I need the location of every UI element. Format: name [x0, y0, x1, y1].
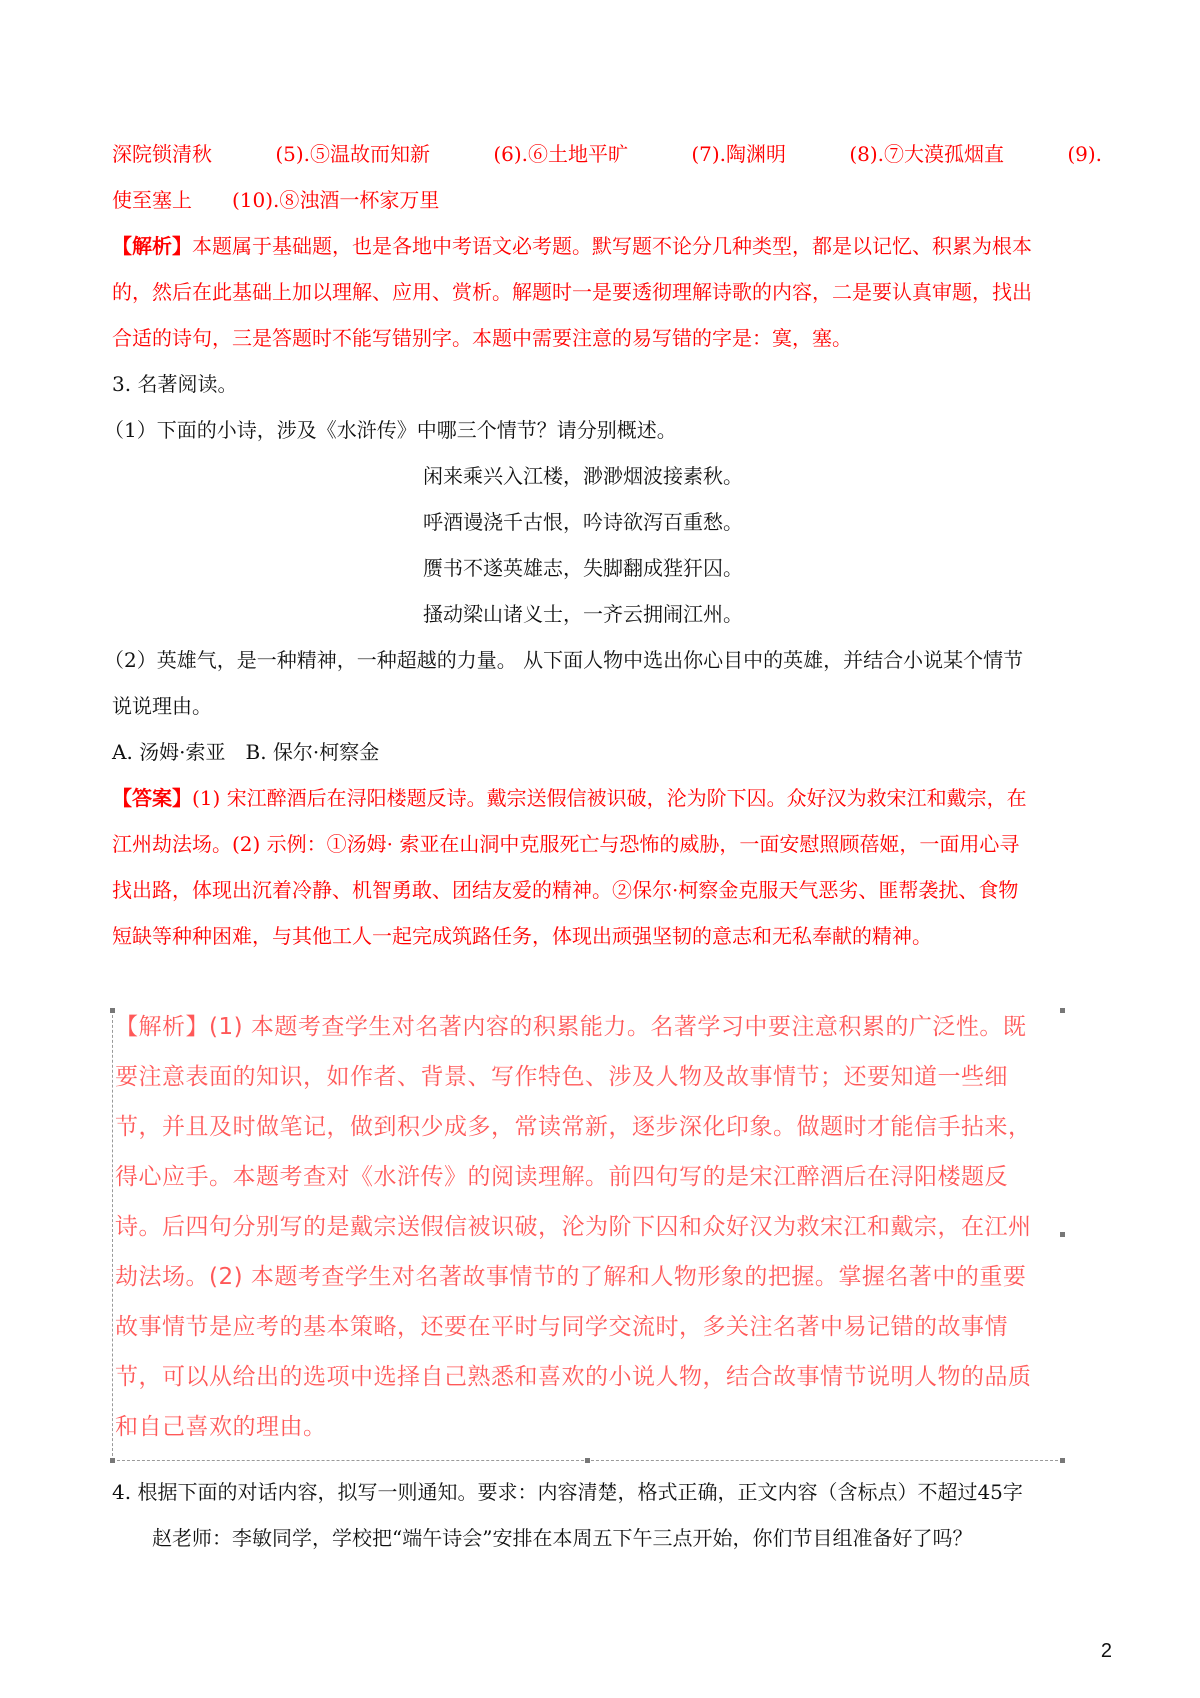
answer-item: (5).⑤温故而知新	[275, 142, 430, 166]
resize-handle[interactable]	[1060, 1232, 1065, 1237]
answer-item: (7).陶渊明	[691, 142, 786, 166]
poem-line: 赝书不遂英雄志，失脚翻成狴犴囚。	[423, 556, 743, 580]
answer-line-2: 使至塞上 (10).⑧浊酒一杯家万里	[112, 188, 440, 212]
analysis-1-line-2: 的，然后在此基础上加以理解、应用、赏析。解题时一是要透彻理解诗歌的内容，二是要认真审题，找出	[112, 280, 1032, 304]
analysis-image-line: 得心应手。本题考查对《水浒传》的阅读理解。前四句写的是宋江醉酒后在浔阳楼题反	[115, 1164, 1008, 1190]
analysis-tag: 【解析】	[112, 234, 192, 258]
question-3-sub-2: （2）英雄气，是一种精神，一种超越的力量。 从下面人物中选出你心目中的英雄，并结合小说某个情节	[104, 648, 1024, 672]
analysis-image-line: 劫法场。(2) 本题考查学生对名著故事情节的了解和人物形象的把握。掌握名著中的重要	[115, 1264, 1027, 1290]
analysis-image-line: 节，可以从给出的选项中选择自己熟悉和喜欢的小说人物，结合故事情节说明人物的品质	[115, 1364, 1032, 1390]
question-4-title: 4. 根据下面的对话内容，拟写一则通知。要求：内容清楚，格式正确，正文内容（含标点）不超过45字	[112, 1480, 1023, 1504]
question-3-sub-2-cont: 说说理由。	[112, 694, 212, 718]
question-3-options: A. 汤姆·索亚 B. 保尔·柯察金	[112, 740, 380, 764]
resize-handle[interactable]	[585, 1458, 590, 1463]
analysis-image-line: 诗。后四句分别写的是戴宗送假信被识破，沦为阶下囚和众好汉为救宋江和戴宗，在江州	[115, 1214, 1032, 1240]
poem-line: 搔动梁山诸义士，一齐云拥闹江州。	[423, 602, 743, 626]
answer-line-1	[112, 140, 1102, 168]
poem-line: 闲来乘兴入江楼，渺渺烟波接素秋。	[423, 464, 743, 488]
answer-3-line-1	[112, 784, 1027, 812]
answer-item: (9).	[1067, 142, 1102, 166]
poem-line: 呼酒谩浇千古恨，吟诗欲泻百重愁。	[423, 510, 743, 534]
analysis-1-line-1	[112, 232, 1032, 260]
answer-item: (6).⑥土地平旷	[493, 142, 628, 166]
answer-3-line-4: 短缺等种种困难，与其他工人一起完成筑路任务，体现出顽强坚韧的意志和无私奉献的精神。	[112, 924, 932, 948]
answer-3-line-3: 找出路，体现出沉着冷静、机智勇敢、团结友爱的精神。②保尔·柯察金克服天气恶劣、匪帮袭扰、食物	[112, 878, 1019, 902]
analysis-image-line: 【解析】(1) 本题考查学生对名著内容的积累能力。名著学习中要注意积累的广泛性。既	[115, 1014, 1027, 1040]
analysis-image-line: 要注意表面的知识，如作者、背景、写作特色、涉及人物及故事情节；还要知道一些细	[115, 1064, 1008, 1090]
answer-item: (8).⑦大漠孤烟直	[849, 142, 1004, 166]
question-3-sub-1: （1）下面的小诗，涉及《水浒传》中哪三个情节？请分别概述。	[104, 418, 677, 442]
resize-handle[interactable]	[1060, 1008, 1065, 1013]
analysis-image-line: 和自己喜欢的理由。	[115, 1414, 327, 1440]
analysis-image-line: 节，并且及时做笔记，做到积少成多，常读常新，逐步深化印象。做题时才能信手拈来，	[115, 1114, 1032, 1140]
analysis-1-line-3: 合适的诗句，三是答题时不能写错别字。本题中需要注意的易写错的字是：寞，塞。	[112, 326, 852, 350]
answer-tag: 【答案】	[112, 786, 192, 810]
answer-item: 深院锁清秋	[112, 142, 212, 166]
answer-text: (1) 宋江醉酒后在浔阳楼题反诗。戴宗送假信被识破，沦为阶下囚。众好汉为救宋江和戴宗，在	[192, 786, 1027, 810]
analysis-image-line: 故事情节是应考的基本策略，还要在平时与同学交流时，多关注名著中易记错的故事情	[115, 1314, 1008, 1340]
resize-handle[interactable]	[1060, 1458, 1065, 1463]
analysis-text: 本题属于基础题，也是各地中考语文必考题。默写题不论分几种类型，都是以记忆、积累为根本	[192, 234, 1032, 258]
page-number: 2	[1100, 1640, 1112, 1662]
resize-handle[interactable]	[110, 1458, 115, 1463]
question-4-dialogue: 赵老师：李敏同学，学校把“端午诗会”安排在本周五下午三点开始，你们节目组准备好了吗？	[152, 1526, 973, 1550]
question-3-title: 3. 名著阅读。	[112, 372, 238, 396]
answer-3-line-2: 江州劫法场。(2) 示例：①汤姆· 索亚在山洞中克服死亡与恐怖的威胁，一面安慰照顾蓓姬，一面用心寻	[112, 832, 1020, 856]
